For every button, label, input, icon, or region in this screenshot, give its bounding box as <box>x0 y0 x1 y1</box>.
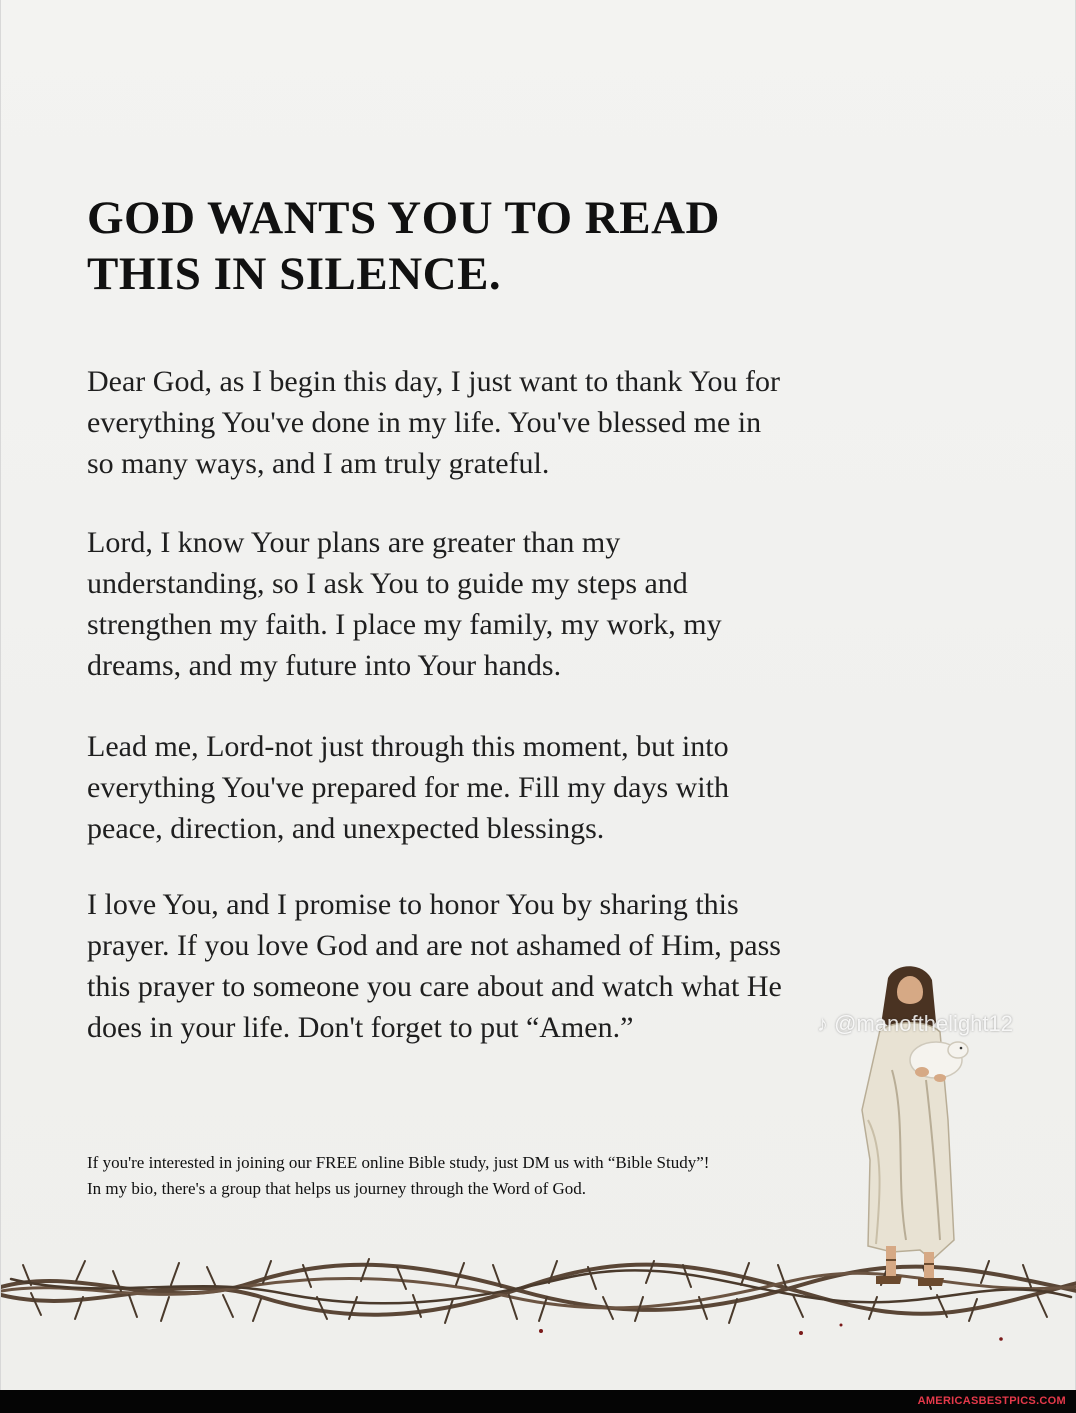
paragraph-line: does in your life. Don't forget to put “Amen.” <box>87 1011 634 1044</box>
prayer-paragraph-4 <box>87 884 927 1048</box>
prayer-paragraph-2 <box>87 522 927 686</box>
title-line-1: GOD WANTS YOU TO READ <box>87 192 720 244</box>
prayer-paragraph-3 <box>87 726 927 849</box>
title-line-2: THIS IN SILENCE. <box>87 248 502 300</box>
footer-bar <box>0 1390 1076 1413</box>
paragraph-line: Lead me, Lord-not just through this moment, but into <box>87 730 729 763</box>
paragraph-line: dreams, and my future into Your hands. <box>87 649 562 682</box>
paragraph-line: peace, direction, and unexpected blessings. <box>87 812 605 845</box>
prayer-paragraph-1 <box>87 361 927 484</box>
paragraph-line: prayer. If you love God and are not ashamed of Him, pass <box>87 929 781 962</box>
paragraph-line: I love You, and I promise to honor You by sharing this <box>87 888 739 921</box>
paragraph-line: everything You've done in my life. You've blessed me in <box>87 406 762 439</box>
page-title <box>87 190 987 302</box>
paragraph-line: so many ways, and I am truly grateful. <box>87 447 550 480</box>
bible-study-note <box>87 1150 987 1202</box>
site-brand: AMERICASBESTPICS.COM <box>917 1395 1066 1407</box>
watermark-handle: ♪ @manofthelight12 <box>817 1011 1014 1036</box>
paragraph-line: strengthen my faith. I place my family, my work, my <box>87 608 722 641</box>
paragraph-line: Dear God, as I begin this day, I just want to thank You for <box>87 365 780 398</box>
paragraph-line: everything You've prepared for me. Fill my days with <box>87 771 729 804</box>
paragraph-line: this prayer to someone you care about and watch what He <box>87 970 782 1003</box>
paragraph-line: understanding, so I ask You to guide my steps and <box>87 567 688 600</box>
note-line: In my bio, there's a group that helps us journey through the Word of God. <box>87 1179 587 1198</box>
paragraph-line: Lord, I know Your plans are greater than my <box>87 526 621 559</box>
note-line: If you're interested in joining our FREE online Bible study, just DM us with “Bible Study”! <box>87 1153 710 1172</box>
